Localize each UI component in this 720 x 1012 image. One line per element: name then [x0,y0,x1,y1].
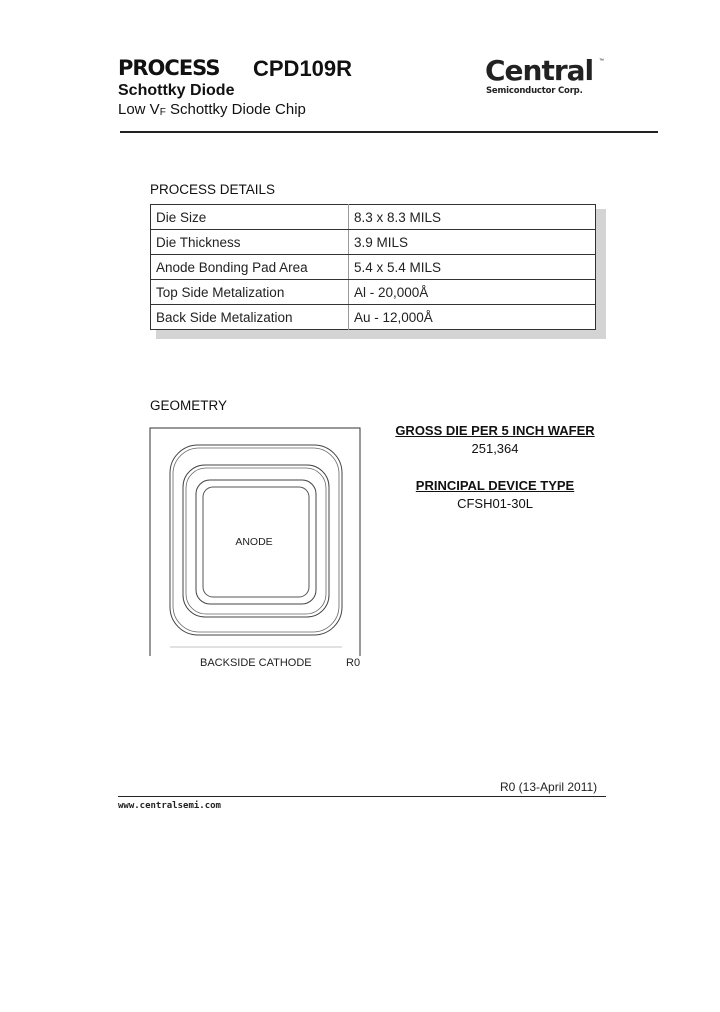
process-details-table [150,204,596,330]
description-suffix: Schottky Diode Chip [165,101,306,118]
row-label: Anode Bonding Pad Area [151,255,349,280]
anode-label: ANODE [235,536,273,548]
row-value: Al - 20,000Å [349,280,596,305]
website-link[interactable]: www.centralsemi.com [118,801,221,811]
logo-name: Central [485,54,594,87]
row-label: Back Side Metalization [151,305,349,330]
device-description [118,101,306,118]
company-logo [482,54,607,104]
gross-die-value: 251,364 [471,441,519,456]
geometry-heading: GEOMETRY [150,398,228,413]
description-subscript: F [159,107,166,118]
process-details-heading: PROCESS DETAILS [150,182,276,197]
process-label: PROCESS [118,56,220,80]
table-row [151,255,596,280]
backside-cathode-label: BACKSIDE CATHODE [200,657,312,669]
row-value: 5.4 x 5.4 MILS [349,255,596,280]
row-label: Die Size [151,205,349,230]
device-subtitle: Schottky Diode [118,82,235,99]
device-type-heading: PRINCIPAL DEVICE TYPE [415,478,575,493]
logo-tagline: Semiconductor Corp. [486,86,583,96]
row-label: Top Side Metalization [151,280,349,305]
row-value: 3.9 MILS [349,230,596,255]
table-row [151,305,596,330]
description-prefix: Low V [118,101,160,118]
table-row [151,280,596,305]
die-geometry-diagram [148,426,362,658]
geometry-revision: R0 [346,657,361,669]
gross-die-heading: GROSS DIE PER 5 INCH WAFER [395,423,595,438]
table-row [151,230,596,255]
table-row [151,205,596,230]
row-label: Die Thickness [151,230,349,255]
part-number: CPD109R [253,56,353,81]
footer-divider [118,796,606,797]
revision-date: R0 (13-April 2011) [500,780,598,794]
row-value: Au - 12,000Å [354,309,433,325]
logo-trademark: ™ [599,58,604,64]
device-type-value: CFSH01-30L [457,496,533,511]
header-divider [120,131,658,133]
row-value: 8.3 x 8.3 MILS [349,205,596,230]
